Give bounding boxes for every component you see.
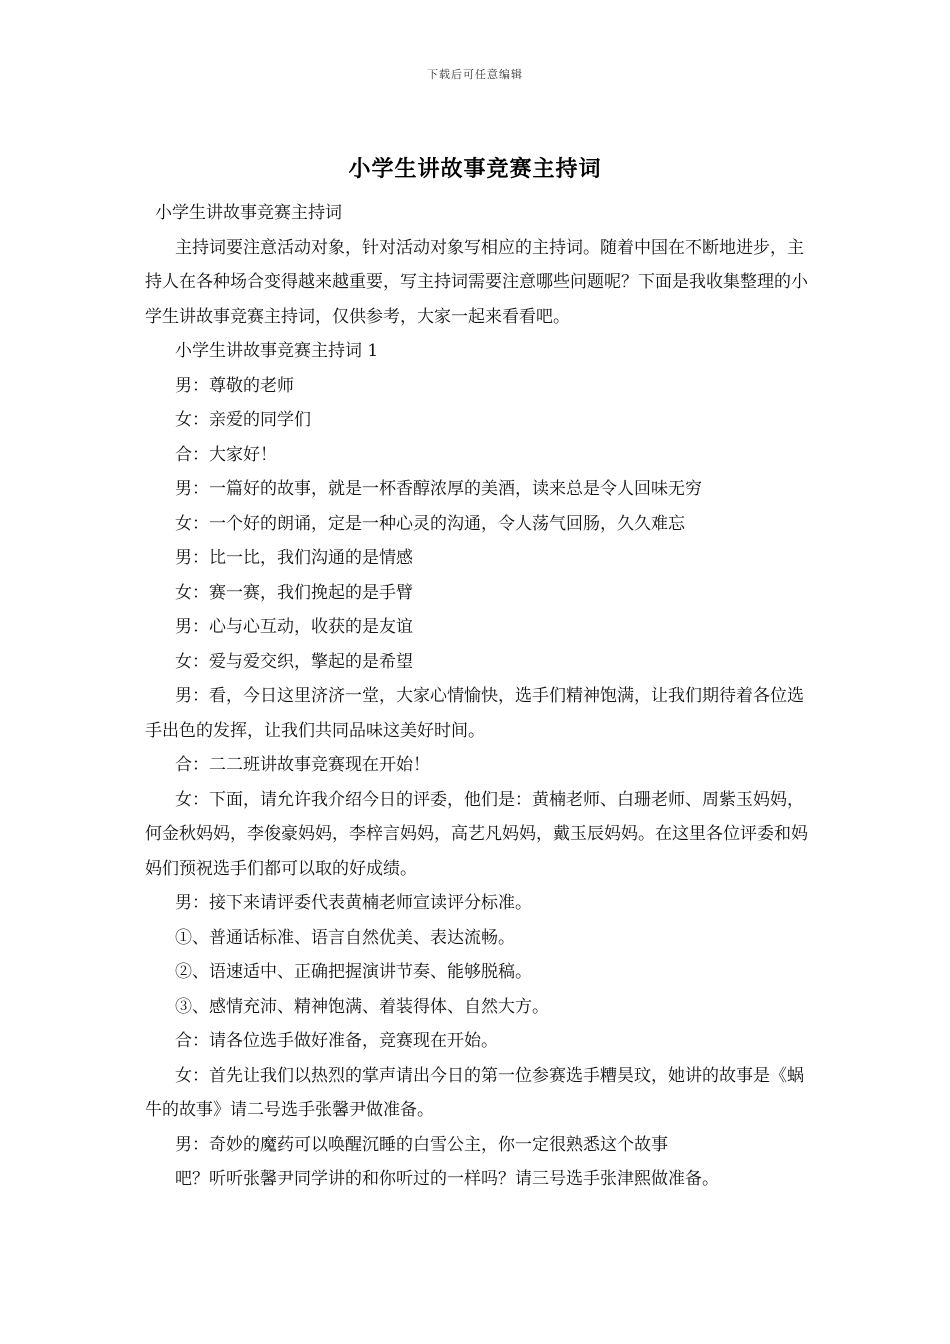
subtitle-paragraph: 小学生讲故事竞赛主持词 bbox=[155, 203, 342, 223]
intro-paragraph: 主持词要注意活动对象，针对活动对象写相应的主持词。随着中国在不断地进步，主持人在各种场合变得越来越重要，写主持词需要注意哪些问题呢？下面是我收集整理的小学生讲故事竞赛主持词，仅供参考，大家一起来看看吧。 bbox=[145, 237, 808, 327]
document-body bbox=[145, 196, 810, 1197]
dialogue-line: 吧？听听张馨尹同学讲的和你听过的一样吗？请三号选手张津熙做准备。 bbox=[175, 1169, 719, 1189]
dialogue-line: 女：首先让我们以热烈的掌声请出今日的第一位参赛选手糟昊玟，她讲的故事是《蜗牛的故事》请二号选手张馨尹做准备。 bbox=[145, 1065, 804, 1120]
criteria-item: ①、普通话标准、语言自然优美、表达流畅。 bbox=[175, 927, 515, 948]
document-title: 小学生讲故事竞赛主持词 bbox=[348, 156, 602, 182]
criteria-item: ③、感情充沛、精神饱满、着装得体、自然大方。 bbox=[175, 996, 549, 1017]
dialogue-line: 女：一个好的朗诵，定是一种心灵的沟通，令人荡气回肠，久久难忘 bbox=[175, 513, 685, 534]
dialogue-line: 合：二二班讲故事竞赛现在开始！ bbox=[175, 755, 430, 775]
dialogue-line: 男：尊敬的老师 bbox=[175, 375, 294, 396]
criteria-item: ②、语速适中、正确把握演讲节奏、能够脱稿。 bbox=[175, 962, 532, 982]
dialogue-line: 女：下面，请允许我介绍今日的评委，他们是：黄楠老师、白珊老师、周紫玉妈妈，何金秋妈妈，李俊豪妈妈，李梓言妈妈，高艺凡妈妈，戴玉辰妈妈。在这里各位评委和妈妈们预祝选手们都可以取的好成绩。 bbox=[145, 789, 808, 879]
section-heading: 小学生讲故事竞赛主持词 1 bbox=[175, 341, 379, 361]
dialogue-line: 男：一篇好的故事，就是一杯香醇浓厚的美酒，读来总是令人回味无穷 bbox=[175, 479, 702, 499]
dialogue-line: 女：亲爱的同学们 bbox=[175, 410, 311, 430]
dialogue-line: 男：看，今日这里济济一堂，大家心情愉快，选手们精神饱满，让我们期待着各位选手出色的发挥，让我们共同品味这美好时间。 bbox=[145, 686, 804, 741]
dialogue-line: 女：赛一赛，我们挽起的是手臂 bbox=[175, 582, 413, 603]
dialogue-line: 男：比一比，我们沟通的是情感 bbox=[175, 548, 413, 568]
dialogue-line: 合：请各位选手做好准备，竞赛现在开始。 bbox=[175, 1031, 498, 1051]
dialogue-line: 合：大家好！ bbox=[175, 444, 277, 465]
dialogue-line: 男：心与心互动，收获的是友谊 bbox=[175, 617, 413, 637]
dialogue-line: 女：爱与爱交织，擎起的是希望 bbox=[175, 651, 413, 672]
header-note: 下载后可任意编辑 bbox=[427, 68, 523, 81]
dialogue-line: 男：接下来请评委代表黄楠老师宣读评分标准。 bbox=[175, 893, 532, 913]
dialogue-line: 男：奇妙的魔药可以唤醒沉睡的白雪公主，你一定很熟悉这个故事 bbox=[175, 1134, 668, 1155]
